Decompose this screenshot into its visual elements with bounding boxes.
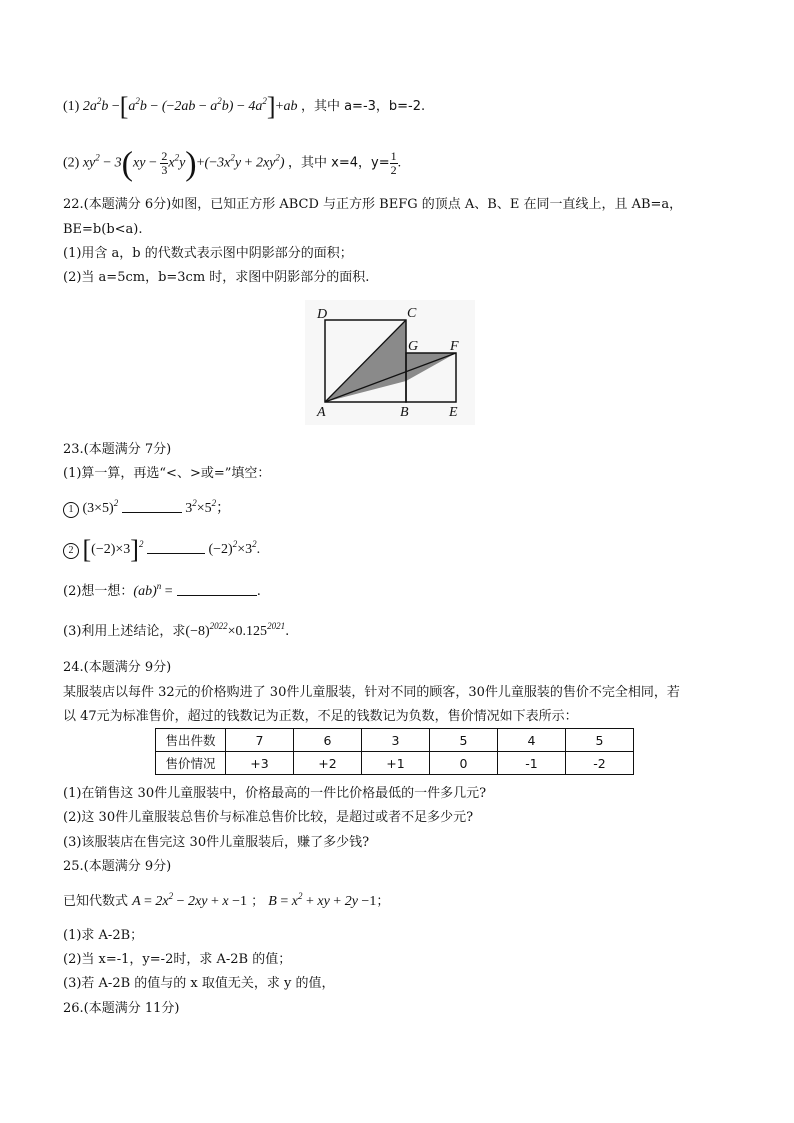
q23-part3: (3)利用上述结论，求$(-8)^{2022}\times 0.125^{2021}$. [63, 621, 290, 639]
q23-item2-blank[interactable] [147, 541, 205, 554]
y-value-fraction [390, 150, 398, 177]
label-f: F [450, 339, 459, 354]
q26-header: 26.(本题满分 11分) [63, 1001, 180, 1016]
q21-part2-end: . [397, 155, 402, 171]
q23-part2-blank[interactable] [177, 583, 257, 596]
table-cell: 6 [294, 729, 362, 752]
q24-part2: (2)这 30件儿童服装总售价与标准总售价比较，是超过或者不足多少元? [63, 810, 474, 825]
table-row [156, 752, 634, 775]
q24-header: 24.(本题满分 9分) [63, 660, 172, 675]
q24-part1: (1)在销售这 30件儿童服装中，价格最高的一件比价格最低的一件多几元? [63, 786, 487, 801]
q21-part2: (2) $xy^2 - 3(xy$ − $\frac{2}{3}$ $x^2y)+(-3x^2y + 2xy^2)$ ，其中 x=4，y= $\frac{1}{2}$ . [63, 145, 402, 183]
q23-item2: 2 $[(-2)\times 3]^2$ $(-2)^2\times 3^2$. [63, 541, 260, 559]
label-g: G [408, 339, 419, 354]
q21-part2-label: (2) [63, 155, 80, 171]
table-cell: -2 [566, 752, 634, 775]
q21-part1-condition: ，其中 a=-3，b=-2. [300, 99, 426, 114]
q21-part2-condition: ，其中 x=4，y= [288, 155, 390, 171]
q24-text2: 以 47元为标准售价，超过的钱数记为正数，不足的钱数记为负数，售价情况如下表所示： [63, 709, 578, 724]
table-cell: 3 [362, 729, 430, 752]
q23-part3-end: . [285, 624, 290, 639]
q22-part2: (2)当 a=5cm，b=3cm 时，求图中阴影部分的面积. [63, 270, 370, 285]
q23-part1: (1)算一算，再选“<、>或=”填空： [63, 466, 271, 481]
table-cell: 5 [430, 729, 498, 752]
q23-item1-blank[interactable] [122, 500, 182, 513]
label-b: B [400, 405, 409, 420]
table-cell: +1 [362, 752, 430, 775]
q23-item1: 1 $(3\times 5)^2$ $3^2\times 5^2$； [63, 500, 230, 518]
q25-given-prefix: 已知代数式 [63, 894, 129, 909]
q22-header: 22.(本题满分 6分)如图，已知正方形 ABCD 与正方形 BEFG 的顶点 A、B、E 在同一直线上，且 AB=a， [63, 197, 683, 212]
q25-header: 25.(本题满分 9分) [63, 859, 172, 874]
q21-part1: (1) $2a^2b -[a^2b - (-2ab - a^2b) - 4a^2]+ab$ ，其中 a=-3，b=-2. [63, 92, 426, 121]
squares-figure [305, 300, 475, 425]
q25-part1: (1)求 A-2B； [63, 928, 144, 943]
q23-part3-label: (3)利用上述结论，求 [63, 624, 186, 639]
q23-part2: (2)想一想：(ab)$^n$ = . [63, 581, 261, 599]
q23-header: 23.(本题满分 7分) [63, 442, 172, 457]
q24-part3: (3)该服装店在售完这 30件儿童服装后，赚了多少钱? [63, 835, 370, 850]
row-label-price: 售价情况 [156, 752, 226, 775]
label-a: A [317, 405, 326, 420]
sales-table [155, 728, 634, 775]
table-cell: 5 [566, 729, 634, 752]
q25-part3: (3)若 A-2B 的值与的 x 取值无关，求 y 的值， [63, 976, 335, 991]
table-row [156, 729, 634, 752]
circled-two-icon: 2 [63, 543, 79, 559]
q25-part2: (2)当 x=-1，y=-2时，求 A-2B 的值； [63, 952, 292, 967]
q21-part1-label: (1) [63, 99, 80, 114]
label-d: D [317, 307, 328, 322]
table-cell: 0 [430, 752, 498, 775]
y-value-denominator: 2 [390, 163, 397, 177]
circled-one-icon: 1 [63, 502, 79, 518]
table-cell: +2 [294, 752, 362, 775]
table-cell: 7 [226, 729, 294, 752]
fraction-two-thirds: $\frac{2}{3}$ [161, 149, 168, 177]
y-value-numerator: 1 [390, 149, 397, 163]
table-cell: 4 [498, 729, 566, 752]
table-cell: +3 [226, 752, 294, 775]
q22-part1: (1)用含 a，b 的代数式表示图中阴影部分的面积； [63, 246, 353, 261]
label-e: E [449, 405, 458, 420]
q22-header-cont: BE=b(b<a). [63, 222, 143, 237]
q23-part2-label: (2)想一想： [63, 584, 134, 599]
q24-text1: 某服装店以每件 32元的价格购进了 30件儿童服装，针对不同的顾客，30件儿童服装的售价不完全相同，若 [63, 685, 680, 700]
q25-given: 已知代数式 $A = 2x^2 - 2xy + x -1$ ； $B = x^2$ + xy + 2y −1； [63, 891, 390, 909]
label-c: C [407, 306, 417, 321]
table-cell: -1 [498, 752, 566, 775]
row-label-quantity: 售出件数 [156, 729, 226, 752]
